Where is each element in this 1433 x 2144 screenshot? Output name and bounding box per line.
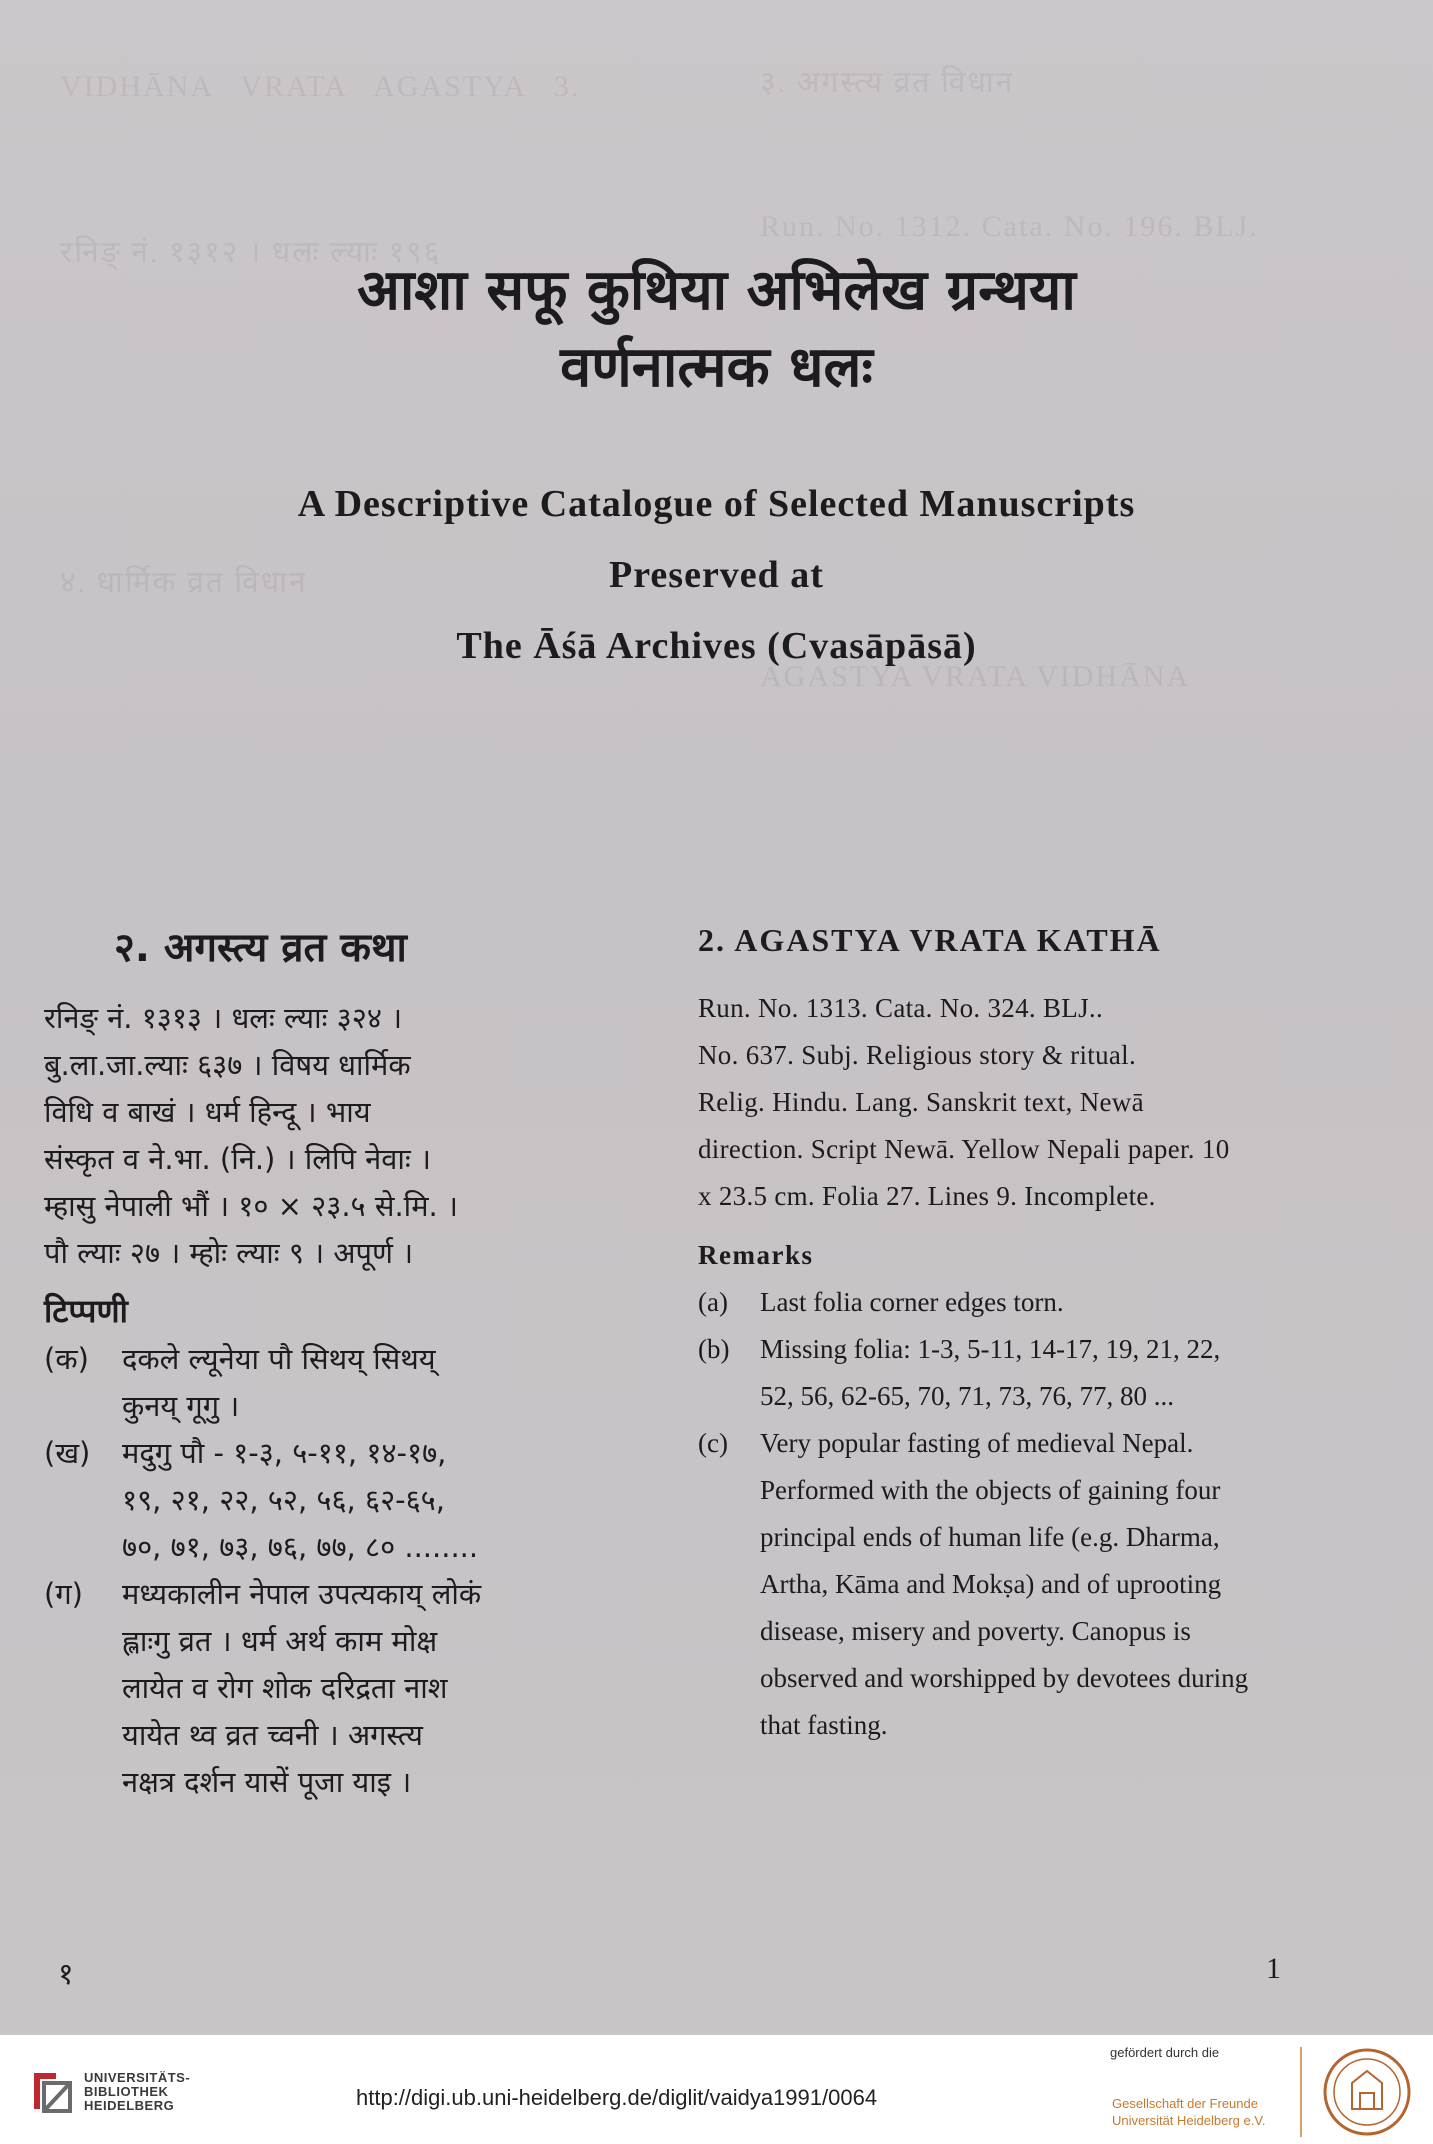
remarks-heading: Remarks [698, 1240, 814, 1270]
remark-label: (a) [698, 1287, 728, 1317]
remark-item [698, 1420, 1328, 1749]
text-line: Relig. Hindu. Lang. Sanskrit text, Newā [698, 1087, 1144, 1117]
digitization-footer [0, 2035, 1433, 2144]
page-number-devanagari: १ [58, 1957, 74, 1992]
text-line: Run. No. 1313. Cata. No. 324. BLJ.. [698, 993, 1103, 1023]
footer-divider [1300, 2047, 1302, 2137]
university-seal-icon [1322, 2047, 1412, 2137]
society-name [1112, 2095, 1265, 2129]
text-line: यायेत थ्व व्रत च्वनी । अगस्त्य [122, 1718, 423, 1752]
society-name-line: Universität Heidelberg e.V. [1112, 2113, 1266, 2128]
text-line: लायेत व रोग शोक दरिद्रता नाश [122, 1671, 448, 1705]
bleed-through-text: VIDHĀNA VRATA AGASTYA 3. [60, 70, 581, 103]
text-line: observed and worshipped by devotees during [760, 1663, 1249, 1693]
entry-description-english [698, 985, 1328, 1220]
remark-label: (c) [698, 1428, 728, 1458]
devanagari-entry [44, 918, 664, 1806]
note-item [44, 1430, 664, 1571]
remark-item [698, 1326, 1328, 1420]
society-name-line: Gesellschaft der Freunde [1112, 2096, 1258, 2111]
text-line: 52, 56, 62-65, 70, 71, 73, 76, 77, 80 ... [760, 1381, 1174, 1411]
title-devanagari-line1: आशा सफू कुथिया अभिलेख ग्रन्थया [357, 258, 1076, 323]
text-line: Last folia corner edges torn. [760, 1287, 1064, 1317]
title-english-line1: A Descriptive Catalogue of Selected Manuscripts [297, 483, 1136, 525]
bleed-through-text: रनिङ् नं. १३१२ । धलः ल्याः १९६ [60, 236, 442, 269]
bleed-through-text: ४. धार्मिक व्रत विधान [60, 566, 308, 599]
entry-description-devanagari [44, 995, 664, 1277]
text-line: रनिङ् नं. १३१३ । धलः ल्याः ३२४ । [44, 1001, 403, 1035]
text-line: बु.ला.जा.ल्याः ६३७ । विषय धार्मिक [44, 1048, 411, 1082]
title-devanagari-line2: वर्णनात्मक धलः [560, 335, 873, 400]
library-name-line: UNIVERSITÄTS- [84, 2070, 191, 2085]
text-line: principal ends of human life (e.g. Dharma, [760, 1522, 1220, 1552]
university-library-logo-icon [30, 2069, 74, 2115]
text-line: No. 637. Subj. Religious story & ritual. [698, 1040, 1137, 1070]
text-line: Performed with the objects of gaining four [760, 1475, 1221, 1505]
text-line: विधि व बाखं । धर्म हिन्दू । भाय [44, 1095, 371, 1129]
bleed-through-text: Run. No. 1312. Cata. No. 196. BLJ. [760, 210, 1259, 243]
library-name-line: BIBLIOTHEK [84, 2084, 169, 2099]
text-line: Very popular fasting of medieval Nepal. [760, 1428, 1194, 1458]
funded-by-label: gefördert durch die [1110, 2045, 1220, 2060]
text-line: x 23.5 cm. Folia 27. Lines 9. Incomplete. [698, 1181, 1156, 1211]
page-number: 1 [1266, 1952, 1281, 1985]
english-entry [698, 922, 1328, 1749]
library-name-line: HEIDELBERG [84, 2098, 175, 2113]
note-label: (ग) [44, 1577, 83, 1611]
title-english-line3: The Āśā Archives (Cvasāpāsā) [456, 625, 977, 667]
entry-heading-devanagari: २. अगस्त्य व्रत कथा [114, 925, 407, 971]
text-line: ७०, ७१, ७३, ७६, ७७, ८० ........ [122, 1530, 479, 1564]
text-line: पौ ल्याः २७ । म्होः ल्याः ९ । अपूर्ण । [44, 1236, 414, 1270]
note-item [44, 1336, 664, 1430]
text-line: संस्कृत व ने.भा. (नि.) । लिपि नेवाः । [44, 1142, 431, 1176]
note-label: (ख) [44, 1436, 91, 1470]
text-line: Artha, Kāma and Mokṣa) and of uprooting [760, 1569, 1222, 1599]
bleed-through-text: ३. अगस्त्य व्रत विधान [760, 66, 1015, 99]
text-line: दकले ल्यूनेया पौ सिथय् सिथय् [122, 1342, 436, 1376]
text-line: १९, २१, २२, ५२, ५६, ६२-६५, [122, 1483, 445, 1517]
text-line: direction. Script Newā. Yellow Nepali paper. 10 [698, 1134, 1230, 1164]
text-line: that fasting. [760, 1710, 888, 1740]
note-label: (क) [44, 1342, 89, 1376]
library-name [84, 2071, 190, 2113]
text-line: कुनय् गूगु । [122, 1389, 240, 1423]
text-line: म्हासु नेपाली भौं । १० × २३.५ से.मि. । [44, 1189, 458, 1223]
notes-heading-devanagari: टिप्पणी [44, 1292, 128, 1330]
text-line: नक्षत्र दर्शन यासें पूजा याइ । [122, 1765, 412, 1799]
remark-label: (b) [698, 1334, 730, 1364]
note-item [44, 1571, 664, 1806]
digital-url-link[interactable]: http://digi.ub.uni-heidelberg.de/diglit/vaidya1991/0064 [356, 2085, 878, 2110]
remark-item [698, 1279, 1328, 1326]
text-line: मदुगु पौ - १-३, ५-११, १४-१७, [122, 1436, 447, 1470]
text-line: Missing folia: 1-3, 5-11, 14-17, 19, 21, 22, [760, 1334, 1221, 1364]
bleed-through-text: AGASTYA VRATA VIDHĀNA [760, 660, 1191, 693]
text-line: disease, misery and poverty. Canopus is [760, 1616, 1191, 1646]
title-english-line2: Preserved at [609, 554, 824, 596]
text-line: मध्यकालीन नेपाल उपत्यकाय् लोकं [122, 1577, 482, 1611]
text-line: ह्लाःगु व्रत । धर्म अर्थ काम मोक्ष [122, 1624, 438, 1658]
entry-heading-english: 2. AGASTYA VRATA KATHĀ [698, 922, 1162, 958]
